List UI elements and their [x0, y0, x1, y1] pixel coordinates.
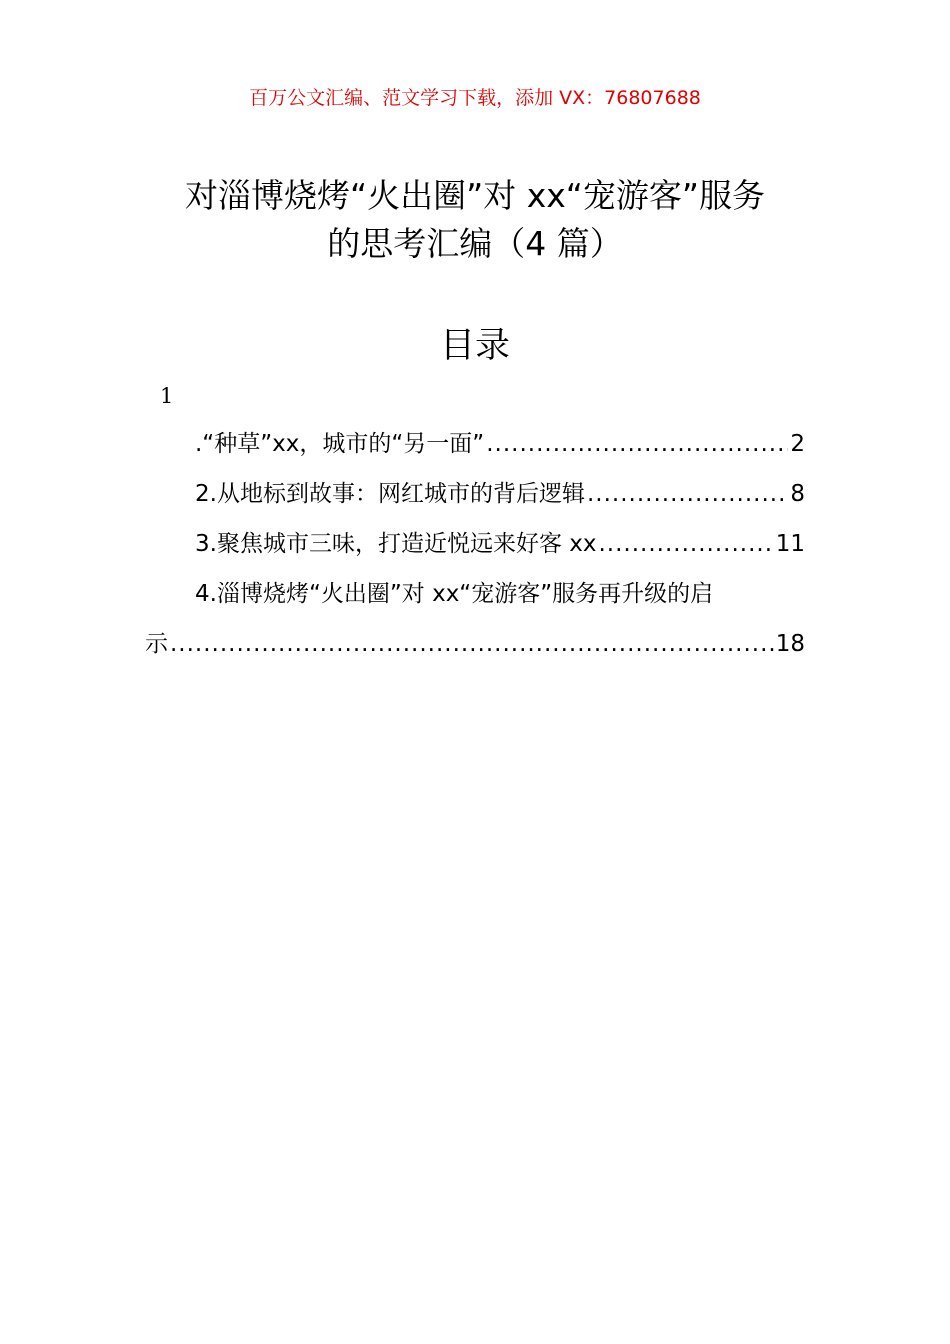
toc-entry-label-line-2: 示	[145, 631, 168, 657]
toc-dot-leader	[587, 476, 788, 512]
toc-entry-label: .“种草”xx，城市的“另一面”	[195, 431, 485, 457]
toc-entry-page: 2	[790, 431, 805, 457]
toc-list	[145, 426, 805, 676]
toc-entry-label: 3.聚焦城市三味，打造近悦远来好客 xx	[195, 531, 597, 557]
title-line-1: 对淄博烧烤“火出圈”对 xx“宠游客”服务	[185, 176, 765, 215]
header-note: 百万公文汇编、范文学习下载，添加 VX：76807688	[249, 87, 701, 109]
toc-entry-page: 8	[790, 481, 805, 507]
toc-dot-leader	[598, 526, 773, 562]
toc-dot-leader	[170, 626, 774, 662]
toc-entry-3[interactable]	[145, 526, 805, 576]
toc-entry-label: 2.从地标到故事：网红城市的背后逻辑	[195, 481, 585, 507]
toc-entry-page: 11	[775, 531, 805, 557]
toc-entry-label-line-1: 4.淄博烧烤“火出圈”对 xx“宠游客”服务再升级的启	[195, 581, 714, 607]
toc-entry-1[interactable]	[145, 426, 805, 476]
toc-entry-page: 18	[775, 631, 805, 657]
toc-heading: 目录	[439, 326, 510, 366]
toc-entry-second-line	[145, 626, 805, 676]
title-line-2: 的思考汇编（4 篇）	[327, 224, 623, 263]
toc-number-marker: 1	[160, 384, 174, 408]
toc-entry-2[interactable]	[145, 476, 805, 526]
toc-dot-leader	[486, 426, 788, 462]
document-title	[100, 172, 850, 268]
toc-entry-4[interactable]	[145, 576, 805, 676]
